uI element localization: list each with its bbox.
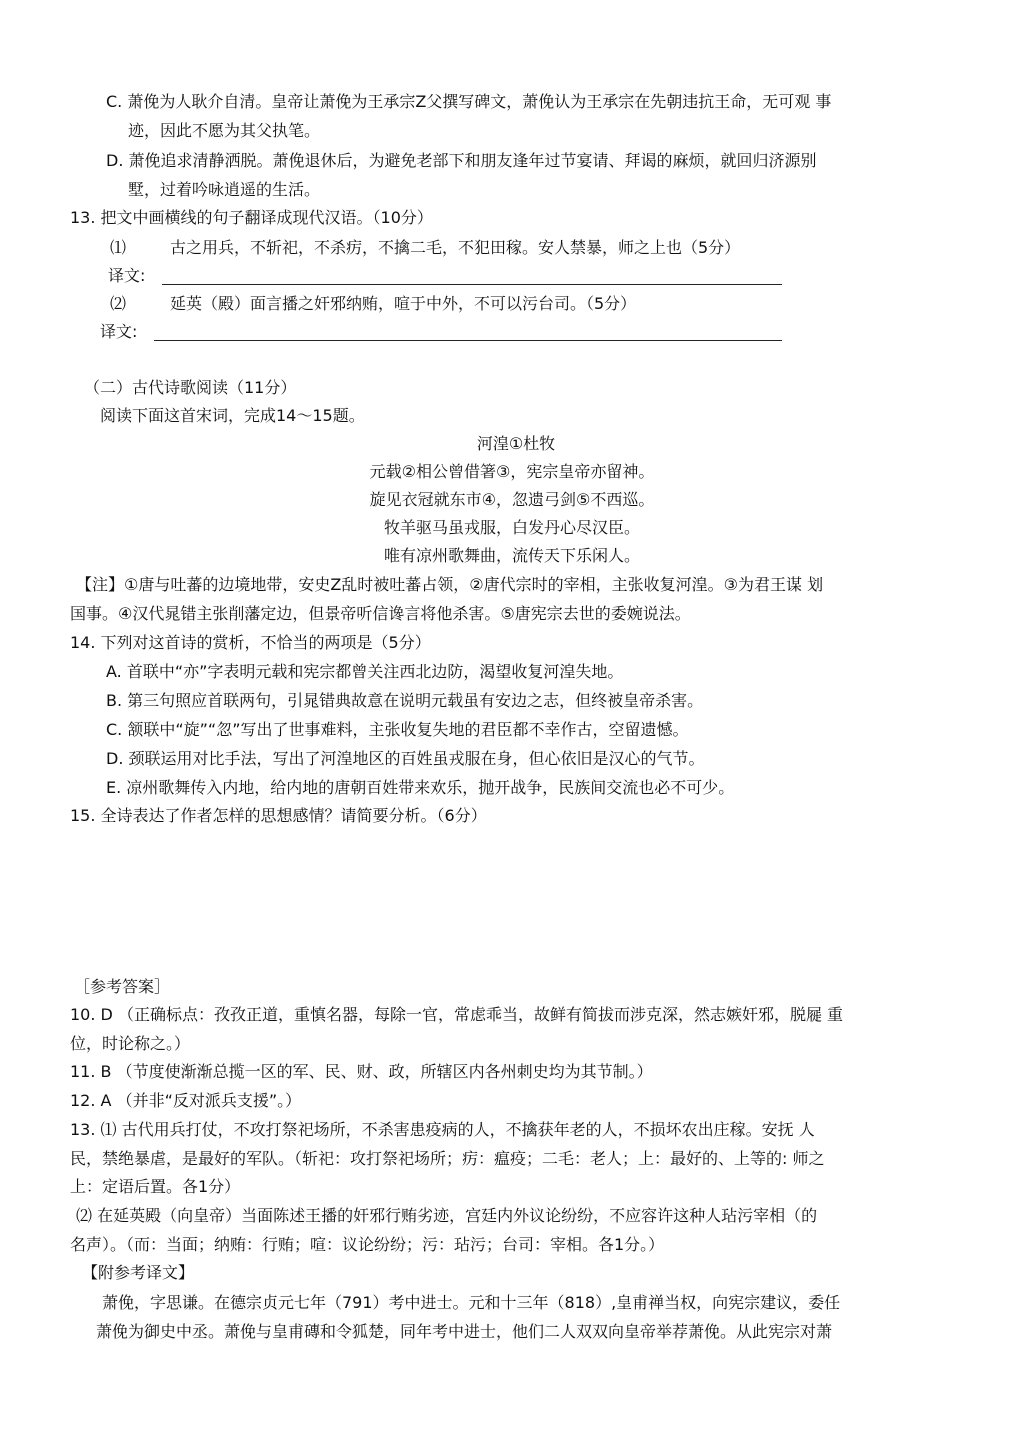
- answer-13-line2: 民，禁绝暴虐，是最好的军队。（斩祀：攻打祭祀场所；疠：瘟疫；二毛：老人；上：最好的、上等的: 师之: [70, 1149, 825, 1168]
- poem-line-1: 元载②相公曾借箸③，宪宗皇帝亦留神。: [369, 462, 655, 481]
- answer-13-line3: 上：定语后置。各1分）: [70, 1177, 241, 1196]
- option-c-line2: 迹，因此不愿为其父执笔。: [128, 121, 321, 140]
- q14-option-e: E. 凉州歌舞传入内地，给内地的唐朝百姓带来欢乐，抛开战争，民族间交流也必不可少。: [106, 778, 735, 797]
- option-d-line2: 墅，过着吟咏逍遥的生活。: [128, 180, 321, 199]
- q13-answer2-line: [154, 340, 782, 341]
- q15-stem: 15. 全诗表达了作者怎样的思想感情？请简要分析。（6分）: [70, 806, 487, 825]
- q13-sentence1-text: 古之用兵，不斩祀，不杀疠，不擒二毛，不犯田稼。安人禁暴，师之上也（5分）: [170, 238, 741, 257]
- q14-option-b: B. 第三句照应首联两句，引晁错典故意在说明元载虽有安边之志，但终被皇帝杀害。: [106, 691, 704, 710]
- poetry-instruction: 阅读下面这首宋词，完成14～15题。: [100, 406, 365, 425]
- answers-header: ［参考答案］: [74, 977, 171, 996]
- q14-option-a: A. 首联中“亦”字表明元载和宪宗都曾关注西北边防，渴望收复河湟失地。: [106, 662, 624, 681]
- q13-answer2-label: 译文:: [100, 322, 138, 341]
- q14-option-d: D. 颈联运用对比手法，写出了河湟地区的百姓虽戎服在身，但心依旧是汉心的气节。: [106, 749, 705, 768]
- answer-13-line1: 13. ⑴ 古代用兵打仗，不攻打祭祀场所，不杀害患疫病的人，不擒获年老的人，不损坏农出庄稼。安抚 人: [70, 1120, 815, 1139]
- translation-line2: 萧俛为御史中丞。萧俛与皇甫磚和令狐楚，同年考中进士，他们二人双双向皇帝举荐萧俛。从此宪宗对萧: [96, 1322, 833, 1341]
- poem-line-3: 牧羊驱马虽戎服，白发丹心尽汉臣。: [383, 518, 640, 537]
- answer-12: 12. A （并非“反对派兵支援”。）: [70, 1091, 302, 1110]
- answer-13b-line1: ⑵ 在延英殿（向皇帝）当面陈述王播的奸邪行贿劣迹，宫廷内外议论纷纷，不应容许这种人玷污宰相（的: [76, 1206, 818, 1225]
- q14-stem: 14. 下列对这首诗的赏析，不恰当的两项是（5分）: [70, 633, 431, 652]
- q13-stem: 13. 把文中画横线的句子翻译成现代汉语。（10分）: [70, 208, 433, 227]
- option-c-line1: C. 萧俛为人耿介自清。皇帝让萧俛为王承宗Z父撰写碑文，萧俛认为王承宗在先朝违抗王命，无可观 事: [106, 92, 832, 111]
- appendix-header: 【附参考译文】: [82, 1263, 195, 1282]
- poem-title: 河湟①杜牧: [476, 434, 556, 453]
- q13-sentence2-text: 延英（殿）面言播之奸邪纳贿，喧于中外，不可以污台司。（5分）: [170, 294, 637, 313]
- poem-note-line1: 【注】①唐与吐蕃的边境地带，安史Z乱时被吐蕃占领，②唐代宗时的宰相，主张收复河湟。③为君王谋 划: [76, 575, 824, 594]
- poem-note-line2: 国事。④汉代晁错主张削藩定边，但景帝听信谗言将他杀害。⑤唐宪宗去世的委婉说法。: [70, 604, 691, 623]
- q13-answer1-label: 译文:: [108, 266, 146, 285]
- q14-option-c: C. 颔联中“旋”“忽”写出了世事难料，主张收复失地的君臣都不幸作古，空留遗憾。: [106, 720, 689, 739]
- poem-line-2: 旋见衣冠就东市④，忽遗弓剑⑤不西巡。: [369, 490, 655, 509]
- poem-line-4: 唯有凉州歌舞曲，流传天下乐闲人。: [383, 546, 640, 565]
- answer-10-line2: 位，时论称之。）: [70, 1034, 191, 1053]
- answer-13b-line2: 名声）。（而：当面；纳贿：行贿；喧：议论纷纷；污：玷污；台司：宰相。各1分。）: [70, 1235, 665, 1254]
- q13-sentence1-number: ⑴: [110, 238, 127, 257]
- answer-10-line1: 10. D （正确标点：孜孜正道，重慎名器，每除一官，常虑乖当，故鲜有简拔而涉克深，然志嫉奸邪，脱屣 重: [70, 1005, 844, 1024]
- answer-11: 11. B （节度使渐渐总揽一区的军、民、财、政，所辖区内各州刺史均为其节制。）: [70, 1062, 653, 1081]
- q13-sentence2-number: ⑵: [110, 294, 127, 313]
- option-d-line1: D. 萧俛追求清静洒脱。萧俛退休后，为避免老部下和朋友逢年过节宴请、拜谒的麻烦，就回归济源别: [106, 151, 817, 170]
- poetry-section-title: （二）古代诗歌阅读（11分）: [84, 378, 297, 397]
- translation-line1: 萧俛，字思谦。在德宗贞元七年（791）考中进士。元和十三年（818）,皇甫禅当权，向宪宗建议，委任: [102, 1293, 841, 1312]
- q13-answer1-line: [162, 284, 782, 285]
